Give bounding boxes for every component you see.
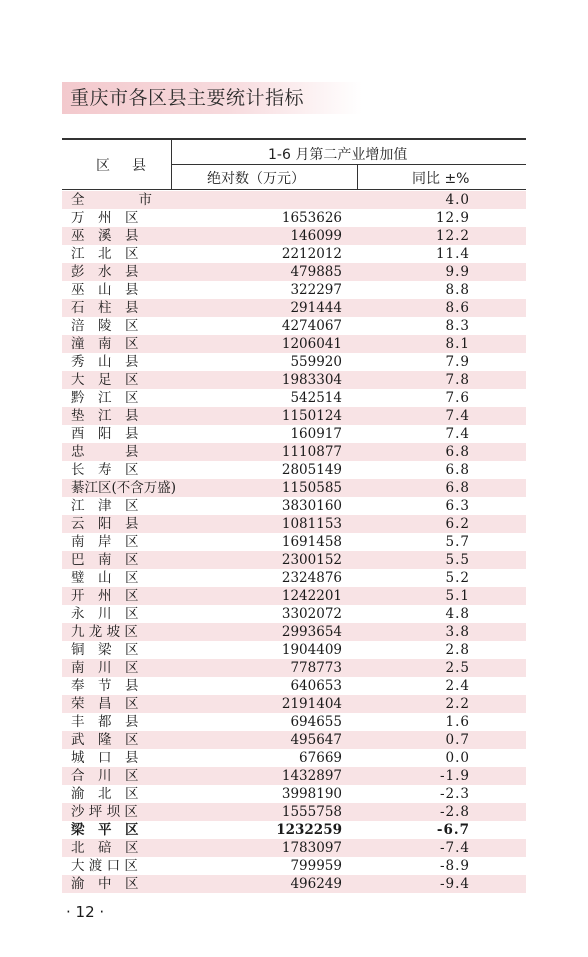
- abs-value-cell: 479885: [290, 264, 342, 280]
- district-cell: 江 北 区: [71, 246, 139, 262]
- yoy-value-cell: 6.2: [445, 516, 470, 532]
- abs-value-cell: 778773: [290, 660, 342, 676]
- district-cell: 长 寿 区: [71, 462, 139, 478]
- district-cell: 巴 南 区: [71, 552, 139, 568]
- district-cell: 巫 溪 县: [71, 228, 139, 244]
- header-mid-rule: [172, 164, 526, 165]
- abs-value-cell: 3830160: [281, 498, 342, 514]
- abs-value-cell: 291444: [290, 300, 342, 316]
- abs-value-cell: 146099: [290, 228, 342, 244]
- yoy-value-cell: 2.5: [445, 660, 470, 676]
- yoy-value-cell: -2.8: [439, 804, 470, 820]
- district-cell: 渝 北 区: [71, 786, 139, 802]
- yoy-value-cell: 6.8: [445, 462, 470, 478]
- district-cell: 江 津 区: [71, 498, 139, 514]
- table-row: [62, 533, 526, 551]
- abs-value-cell: 1081153: [281, 516, 342, 532]
- table-row: [62, 209, 526, 227]
- district-cell: 合 川 区: [71, 768, 139, 784]
- yoy-value-cell: 6.3: [445, 498, 470, 514]
- table-row: [62, 263, 526, 281]
- table-row: [62, 767, 526, 785]
- table-row: [62, 713, 526, 731]
- yoy-value-cell: 8.3: [445, 318, 470, 334]
- table-row: [62, 461, 526, 479]
- abs-value-cell: 1206041: [281, 336, 342, 352]
- district-cell: 沙 坪 坝 区: [71, 804, 138, 820]
- yoy-value-cell: 12.9: [435, 210, 470, 226]
- table-row: [62, 515, 526, 533]
- district-cell: 北 碚 区: [71, 840, 139, 856]
- abs-value-cell: 2324876: [281, 570, 342, 586]
- table-row: [62, 677, 526, 695]
- district-cell: 潼 南 区: [71, 336, 139, 352]
- table-row: [62, 605, 526, 623]
- yoy-value-cell: 8.6: [445, 300, 470, 316]
- header-yoy: 同比 ±%: [412, 171, 470, 187]
- district-cell: 云 阳 县: [71, 516, 139, 532]
- yoy-value-cell: 2.8: [445, 642, 470, 658]
- district-cell: 石 柱 县: [71, 300, 139, 316]
- table-row: [62, 551, 526, 569]
- yoy-value-cell: -7.4: [439, 840, 470, 856]
- abs-value-cell: 1242201: [281, 588, 342, 604]
- yoy-value-cell: 8.8: [445, 282, 470, 298]
- yoy-value-cell: 11.4: [435, 246, 470, 262]
- yoy-value-cell: 7.6: [445, 390, 470, 406]
- table-row: [62, 803, 526, 821]
- yoy-value-cell: 0.7: [445, 732, 470, 748]
- abs-value-cell: 1232259: [276, 822, 342, 838]
- abs-value-cell: 4274067: [281, 318, 342, 334]
- yoy-value-cell: 4.0: [445, 192, 470, 208]
- table-row: [62, 497, 526, 515]
- table-row: [62, 479, 526, 497]
- header-bottom-rule: [62, 189, 526, 190]
- table-top-rule: [62, 138, 526, 140]
- district-cell: 酉 阳 县: [71, 426, 139, 442]
- yoy-value-cell: 6.8: [445, 480, 470, 496]
- table-row: [62, 425, 526, 443]
- district-cell: 铜 梁 区: [71, 642, 139, 658]
- district-cell: 开 州 区: [71, 588, 139, 604]
- header-abs: 绝对数（万元）: [207, 171, 305, 187]
- table-row: [62, 299, 526, 317]
- page-title: 重庆市各区县主要统计指标: [70, 87, 305, 109]
- district-cell: 秀 山 县: [71, 354, 139, 370]
- yoy-value-cell: 5.7: [445, 534, 470, 550]
- abs-value-cell: 1150124: [281, 408, 342, 424]
- table-row: [62, 587, 526, 605]
- yoy-value-cell: 7.4: [445, 426, 470, 442]
- district-cell: 南 川 区: [71, 660, 139, 676]
- district-cell: 璧 山 区: [71, 570, 139, 586]
- yoy-value-cell: 7.4: [445, 408, 470, 424]
- header-divider-1: [171, 139, 172, 190]
- district-cell: 丰 都 县: [71, 714, 139, 730]
- header-divider-2: [357, 164, 358, 190]
- abs-value-cell: 799959: [290, 858, 342, 874]
- district-cell: 城 口 县: [71, 750, 139, 766]
- table-row: [62, 335, 526, 353]
- district-cell: 大 足 区: [71, 372, 139, 388]
- abs-value-cell: 2191404: [281, 696, 342, 712]
- abs-value-cell: 1983304: [281, 372, 342, 388]
- abs-value-cell: 1653626: [281, 210, 342, 226]
- yoy-value-cell: 5.2: [445, 570, 470, 586]
- yoy-value-cell: 2.2: [445, 696, 470, 712]
- header-district: 区 县: [96, 158, 150, 174]
- district-cell: 大 渡 口 区: [71, 858, 138, 874]
- abs-value-cell: 3998190: [281, 786, 342, 802]
- yoy-value-cell: -6.7: [436, 822, 470, 838]
- table-row: [62, 731, 526, 749]
- table-row: [62, 839, 526, 857]
- table-row: [62, 623, 526, 641]
- abs-value-cell: 1555758: [281, 804, 342, 820]
- yoy-value-cell: 5.1: [445, 588, 470, 604]
- table-row: [62, 389, 526, 407]
- table-body: [62, 191, 526, 893]
- table-row: [62, 641, 526, 659]
- table-row: [62, 443, 526, 461]
- header-group: 1-6 月第二产业增加值: [268, 147, 408, 163]
- yoy-value-cell: -9.4: [439, 876, 470, 892]
- abs-value-cell: 1783097: [281, 840, 342, 856]
- table-row: [62, 569, 526, 587]
- district-cell: 綦江区(不含万盛): [71, 480, 177, 496]
- yoy-value-cell: 0.0: [445, 750, 470, 766]
- table-row: [62, 227, 526, 245]
- table-row: [62, 695, 526, 713]
- table-row: [62, 245, 526, 263]
- district-cell: 巫 山 县: [71, 282, 139, 298]
- abs-value-cell: 694655: [290, 714, 342, 730]
- table-row: [62, 281, 526, 299]
- district-cell: 彭 水 县: [71, 264, 139, 280]
- abs-value-cell: 1150585: [281, 480, 342, 496]
- table-row: [62, 353, 526, 371]
- yoy-value-cell: 2.4: [445, 678, 470, 694]
- table-row: [62, 785, 526, 803]
- abs-value-cell: 3302072: [281, 606, 342, 622]
- yoy-value-cell: 6.8: [445, 444, 470, 460]
- abs-value-cell: 640653: [290, 678, 342, 694]
- yoy-value-cell: 5.5: [445, 552, 470, 568]
- yoy-value-cell: 7.9: [445, 354, 470, 370]
- table-row: [62, 875, 526, 893]
- abs-value-cell: 2300152: [281, 552, 342, 568]
- table-row: [62, 749, 526, 767]
- abs-value-cell: 2993654: [281, 624, 342, 640]
- page-number: · 12 ·: [66, 903, 105, 921]
- abs-value-cell: 2805149: [281, 462, 342, 478]
- abs-value-cell: 1691458: [281, 534, 342, 550]
- district-cell: 黔 江 区: [71, 390, 139, 406]
- yoy-value-cell: -2.3: [439, 786, 470, 802]
- abs-value-cell: 67669: [299, 750, 342, 766]
- abs-value-cell: 495647: [290, 732, 342, 748]
- district-cell: 渝 中 区: [71, 876, 139, 892]
- yoy-value-cell: 8.1: [445, 336, 470, 352]
- abs-value-cell: 559920: [290, 354, 342, 370]
- abs-value-cell: 322297: [290, 282, 342, 298]
- table-row: [62, 857, 526, 875]
- yoy-value-cell: -8.9: [439, 858, 470, 874]
- table-row: [62, 317, 526, 335]
- district-cell: 永 川 区: [71, 606, 139, 622]
- yoy-value-cell: 9.9: [445, 264, 470, 280]
- table-row: [62, 191, 526, 209]
- abs-value-cell: 2212012: [281, 246, 342, 262]
- yoy-value-cell: 4.8: [445, 606, 470, 622]
- district-cell: 梁 平 区: [71, 822, 139, 838]
- district-cell: 忠 县: [71, 444, 139, 460]
- district-cell: 南 岸 区: [71, 534, 139, 550]
- yoy-value-cell: 1.6: [445, 714, 470, 730]
- district-cell: 奉 节 县: [71, 678, 139, 694]
- yoy-value-cell: -1.9: [439, 768, 470, 784]
- abs-value-cell: 1110877: [281, 444, 342, 460]
- district-cell: 武 隆 区: [71, 732, 139, 748]
- abs-value-cell: 496249: [290, 876, 342, 892]
- district-cell: 荣 昌 区: [71, 696, 139, 712]
- table-row: [62, 371, 526, 389]
- table-row: [62, 659, 526, 677]
- district-cell: 全 市: [71, 192, 152, 208]
- yoy-value-cell: 3.8: [445, 624, 470, 640]
- abs-value-cell: 1904409: [281, 642, 342, 658]
- district-cell: 垫 江 县: [71, 408, 139, 424]
- table-row: [62, 821, 526, 839]
- abs-value-cell: 160917: [290, 426, 342, 442]
- district-cell: 九 龙 坡 区: [71, 624, 138, 640]
- district-cell: 万 州 区: [71, 210, 139, 226]
- yoy-value-cell: 12.2: [435, 228, 470, 244]
- district-cell: 涪 陵 区: [71, 318, 139, 334]
- table-row: [62, 407, 526, 425]
- abs-value-cell: 1432897: [281, 768, 342, 784]
- abs-value-cell: 542514: [290, 390, 342, 406]
- yoy-value-cell: 7.8: [445, 372, 470, 388]
